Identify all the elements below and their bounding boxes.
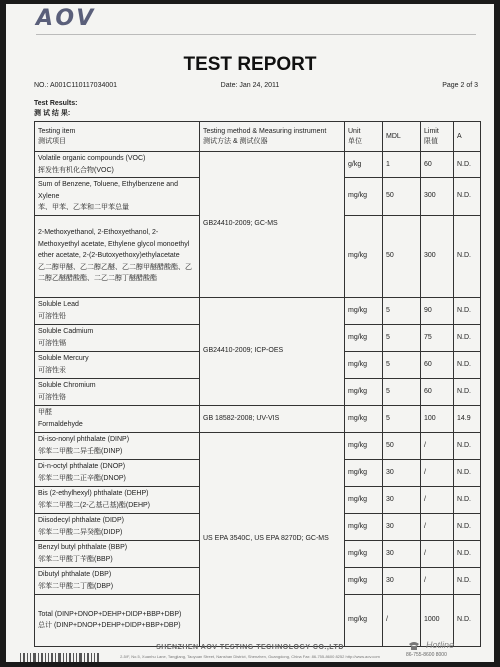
header-unit: Unit 单位 <box>345 122 383 152</box>
hotline-number: 86-755-8600 8000 <box>406 652 447 658</box>
item-cell: Total (DINP+DNOP+DEHP+DIDP+BBP+DBP) 总计 (DINP+DNOP+DEHP+DIDP+BBP+DBP) <box>35 594 200 646</box>
mdl-cell: 30 <box>383 459 421 486</box>
results-table <box>34 121 481 647</box>
table-row <box>35 432 481 459</box>
result-cell: N.D. <box>454 594 481 646</box>
result-cell: N.D. <box>454 378 481 405</box>
method-cell: GB 18582-2008; UV-VIS <box>200 405 345 432</box>
mdl-cell: 5 <box>383 351 421 378</box>
limit-cell: / <box>421 459 454 486</box>
mdl-cell: 30 <box>383 540 421 567</box>
unit-cell: g/kg <box>345 152 383 178</box>
mdl-cell: 5 <box>383 405 421 432</box>
limit-cell: 60 <box>421 152 454 178</box>
limit-cell: / <box>421 540 454 567</box>
result-cell: N.D. <box>454 540 481 567</box>
unit-cell: mg/kg <box>345 432 383 459</box>
item-cell: Soluble Mercury 可溶性汞 <box>35 351 200 378</box>
limit-cell: / <box>421 432 454 459</box>
results-heading-cn: 测 试 结 果: <box>34 110 71 117</box>
mdl-cell: 50 <box>383 178 421 216</box>
result-cell: N.D. <box>454 567 481 594</box>
limit-cell: 300 <box>421 215 454 297</box>
report-number: NO.: A001C110117034001 <box>34 82 118 89</box>
results-heading-en: Test Results: <box>34 100 78 107</box>
result-cell: N.D. <box>454 513 481 540</box>
footer-company: SHENZHEN AOV TESTING TECHNOLOGY CO.,LTD <box>156 644 344 651</box>
mdl-cell: 30 <box>383 486 421 513</box>
item-cell: Bis (2-ethylhexyl) phthalate (DEHP) 邻苯二甲酸二(2-乙基己基)酯(DEHP) <box>35 486 200 513</box>
item-cell: 2-Methoxyethanol, 2-Ethoxyethanol, 2-Methoxyethyl acetate, Ethylene glycol monoethyl ether acetate, 2-(2-Butoxyethoxy)ethylacetate 乙二醇甲醚、乙二醇乙醚、乙二醇甲醚醋酸酯、乙二醇乙醚醋酸酯、二乙二醇丁醚醋酸酯 <box>35 215 200 297</box>
table-row <box>35 152 481 178</box>
result-cell: N.D. <box>454 215 481 297</box>
mdl-cell: 30 <box>383 567 421 594</box>
report-page <box>6 4 494 662</box>
item-cell: Volatile organic compounds (VOC) 挥发性有机化合物(VOC) <box>35 152 200 178</box>
item-cell: Di-iso-nonyl phthalate (DINP) 邻苯二甲酸二异壬酯(DINP) <box>35 432 200 459</box>
results-heading <box>34 99 77 119</box>
method-cell: GB24410-2009; ICP-OES <box>200 297 345 405</box>
phone-icon <box>408 641 420 651</box>
item-cell: Soluble Chromium 可溶性铬 <box>35 378 200 405</box>
limit-cell: / <box>421 567 454 594</box>
mdl-cell: 30 <box>383 513 421 540</box>
header-mdl: MDL <box>383 122 421 152</box>
result-cell: N.D. <box>454 432 481 459</box>
item-cell: Benzyl butyl phthalate (BBP) 邻苯二甲酸丁苄酯(BBP) <box>35 540 200 567</box>
mdl-cell: 5 <box>383 378 421 405</box>
limit-cell: 60 <box>421 351 454 378</box>
mdl-cell: 50 <box>383 432 421 459</box>
result-cell: N.D. <box>454 152 481 178</box>
mdl-cell: 5 <box>383 297 421 324</box>
footer-address: 2-5/F, No.5, Xuanhu Lane, Tangjiang, Taoyuan Street, Nanshan District, Shenzhen, Guangdong, China Fax: 86-755-8600 8252 http://www.aov.com <box>120 654 380 659</box>
unit-cell: mg/kg <box>345 459 383 486</box>
hotline-label: Hotline <box>426 640 455 650</box>
limit-cell: 90 <box>421 297 454 324</box>
limit-cell: / <box>421 513 454 540</box>
unit-cell: mg/kg <box>345 178 383 216</box>
unit-cell: mg/kg <box>345 567 383 594</box>
item-cell: Diisodecyl phthalate (DIDP) 邻苯二甲酸二异癸酯(DIDP) <box>35 513 200 540</box>
limit-cell: 60 <box>421 378 454 405</box>
limit-cell: / <box>421 486 454 513</box>
mdl-cell: 5 <box>383 324 421 351</box>
result-cell: N.D. <box>454 297 481 324</box>
unit-cell: mg/kg <box>345 215 383 297</box>
item-cell: Dibutyl phthalate (DBP) 邻苯二甲酸二丁酯(DBP) <box>35 567 200 594</box>
item-cell: Soluble Lead 可溶性铅 <box>35 297 200 324</box>
limit-cell: 300 <box>421 178 454 216</box>
barcode-icon <box>20 653 100 662</box>
method-cell: US EPA 3540C, US EPA 8270D; GC-MS <box>200 432 345 646</box>
unit-cell: mg/kg <box>345 405 383 432</box>
limit-cell: 1000 <box>421 594 454 646</box>
method-cell: GB24410-2009; GC-MS <box>200 152 345 298</box>
result-cell: N.D. <box>454 351 481 378</box>
table-row <box>35 297 481 324</box>
report-date: Date: Jan 24, 2011 <box>220 82 280 89</box>
result-cell: N.D. <box>454 178 481 216</box>
item-cell: Di-n-octyl phthalate (DNOP) 邻苯二甲酸二正辛酯(DNOP) <box>35 459 200 486</box>
result-cell: N.D. <box>454 324 481 351</box>
limit-cell: 100 <box>421 405 454 432</box>
header-divider <box>36 34 476 35</box>
unit-cell: mg/kg <box>345 540 383 567</box>
unit-cell: mg/kg <box>345 594 383 646</box>
unit-cell: mg/kg <box>345 486 383 513</box>
unit-cell: mg/kg <box>345 513 383 540</box>
limit-cell: 75 <box>421 324 454 351</box>
result-cell: N.D. <box>454 459 481 486</box>
header-limit: Limit 限值 <box>421 122 454 152</box>
header-item: Testing item 测试项目 <box>35 122 200 152</box>
unit-cell: mg/kg <box>345 324 383 351</box>
result-cell: N.D. <box>454 486 481 513</box>
unit-cell: mg/kg <box>345 378 383 405</box>
header-method: Testing method & Measuring instrument 测试方法 & 测试仪器 <box>200 122 345 152</box>
company-logo: AOV <box>36 6 97 31</box>
header-a: A <box>454 122 481 152</box>
unit-cell: mg/kg <box>345 297 383 324</box>
item-cell: Sum of Benzene, Toluene, Ethylbenzene and Xylene 苯、甲苯、乙苯和二甲苯总量 <box>35 178 200 216</box>
mdl-cell: 1 <box>383 152 421 178</box>
table-header-row <box>35 122 481 152</box>
report-title: TEST REPORT <box>183 54 317 75</box>
item-cell: Soluble Cadmium 可溶性镉 <box>35 324 200 351</box>
mdl-cell: / <box>383 594 421 646</box>
unit-cell: mg/kg <box>345 351 383 378</box>
table-row <box>35 405 481 432</box>
item-cell: 甲醛 Formaldehyde <box>35 405 200 432</box>
result-cell: 14.9 <box>454 405 481 432</box>
page-number: Page 2 of 3 <box>442 82 478 89</box>
mdl-cell: 50 <box>383 215 421 297</box>
